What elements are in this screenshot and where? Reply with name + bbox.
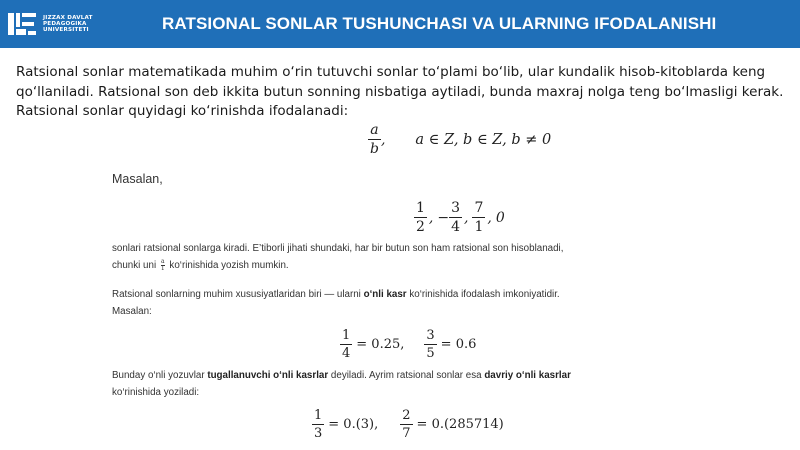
example-fraction: $\frac{1}{4}$ (342, 328, 351, 361)
periodic-decimal-paragraph: Bunday o‘nli yozuvlar tugallanuvchi o‘nli kasrlar deyiladi. Ayrim ratsional sonlar esa davriy o‘nli kasrlar ko‘rinishida yoziladi: (112, 370, 571, 398)
example-zero: 0 (495, 209, 505, 226)
formula-condition: a ∈ Z, b ∈ Z, b ≠ 0 (415, 131, 552, 148)
periodic-decimal-examples: $\frac{1}{3}$ = 0.(3), $\frac{2}{7}$ = 0.(285714) (314, 408, 504, 441)
inline-fraction: $\frac{a}{1}$ (160, 257, 165, 272)
header-bar (0, 0, 800, 48)
example-fraction: $\frac{1}{2}$ (416, 200, 425, 235)
slide-title: RATSIONAL SONLAR TUSHUNCHASI VA ULARNING IFODALANISHI (162, 14, 717, 33)
logo-text: JIZZAX DAVLAT PEDAGOGIKA UNIVERSITETI (43, 15, 93, 33)
definition-formula (368, 122, 551, 157)
example-fraction: $\frac{3}{5}$ (426, 328, 435, 361)
example-fractions: $\frac{1}{2}$ , − $\frac{3}{4}$ , $\frac{7}{1}$ , 0 (416, 200, 505, 235)
example-fraction: $\frac{3}{4}$ (451, 200, 461, 235)
formula-comma: , (380, 131, 386, 148)
university-logo-icon (8, 11, 38, 37)
example-fraction: $\frac{7}{1}$ (474, 200, 484, 235)
fraction-a-over-b: $\frac{a}{b}$ (370, 122, 379, 157)
decimal-property-paragraph: Ratsional sonlarning muhim xususiyatlaridan biri — ularni o‘nli kasr ko‘rinishida ifodalash imkoniyatidir. Masalan: (112, 289, 560, 317)
integers-note: sonlari ratsional sonlarga kiradi. E’tiborli jihati shundaki, har bir butun son ham ratsional son hisoblanadi, chunki uni $\frac{a}{1}$ ko‘rinishida yozish mumkin. (112, 243, 564, 272)
example-fraction: $\frac{1}{3}$ (314, 408, 323, 441)
example-label: Masalan, (112, 172, 163, 186)
example-fraction: $\frac{2}{7}$ (402, 408, 411, 441)
terminating-decimal-examples: $\frac{1}{4}$ = 0.25, $\frac{3}{5}$ = 0.6 (342, 328, 477, 361)
university-logo (8, 8, 118, 40)
intro-paragraph: Ratsional sonlar matematikada muhim o‘rin tutuvchi sonlar to‘plami bo‘lib, ular kundalik hisob-kitoblarda keng qo‘llaniladi. Ratsional son deb ikkita butun sonning nisbatiga aytiladi, bunda maxraj nolga teng bo‘lmasligi kerak. Ratsional sonlar quyidagi ko‘rinishda ifodalanadi: (16, 64, 784, 119)
